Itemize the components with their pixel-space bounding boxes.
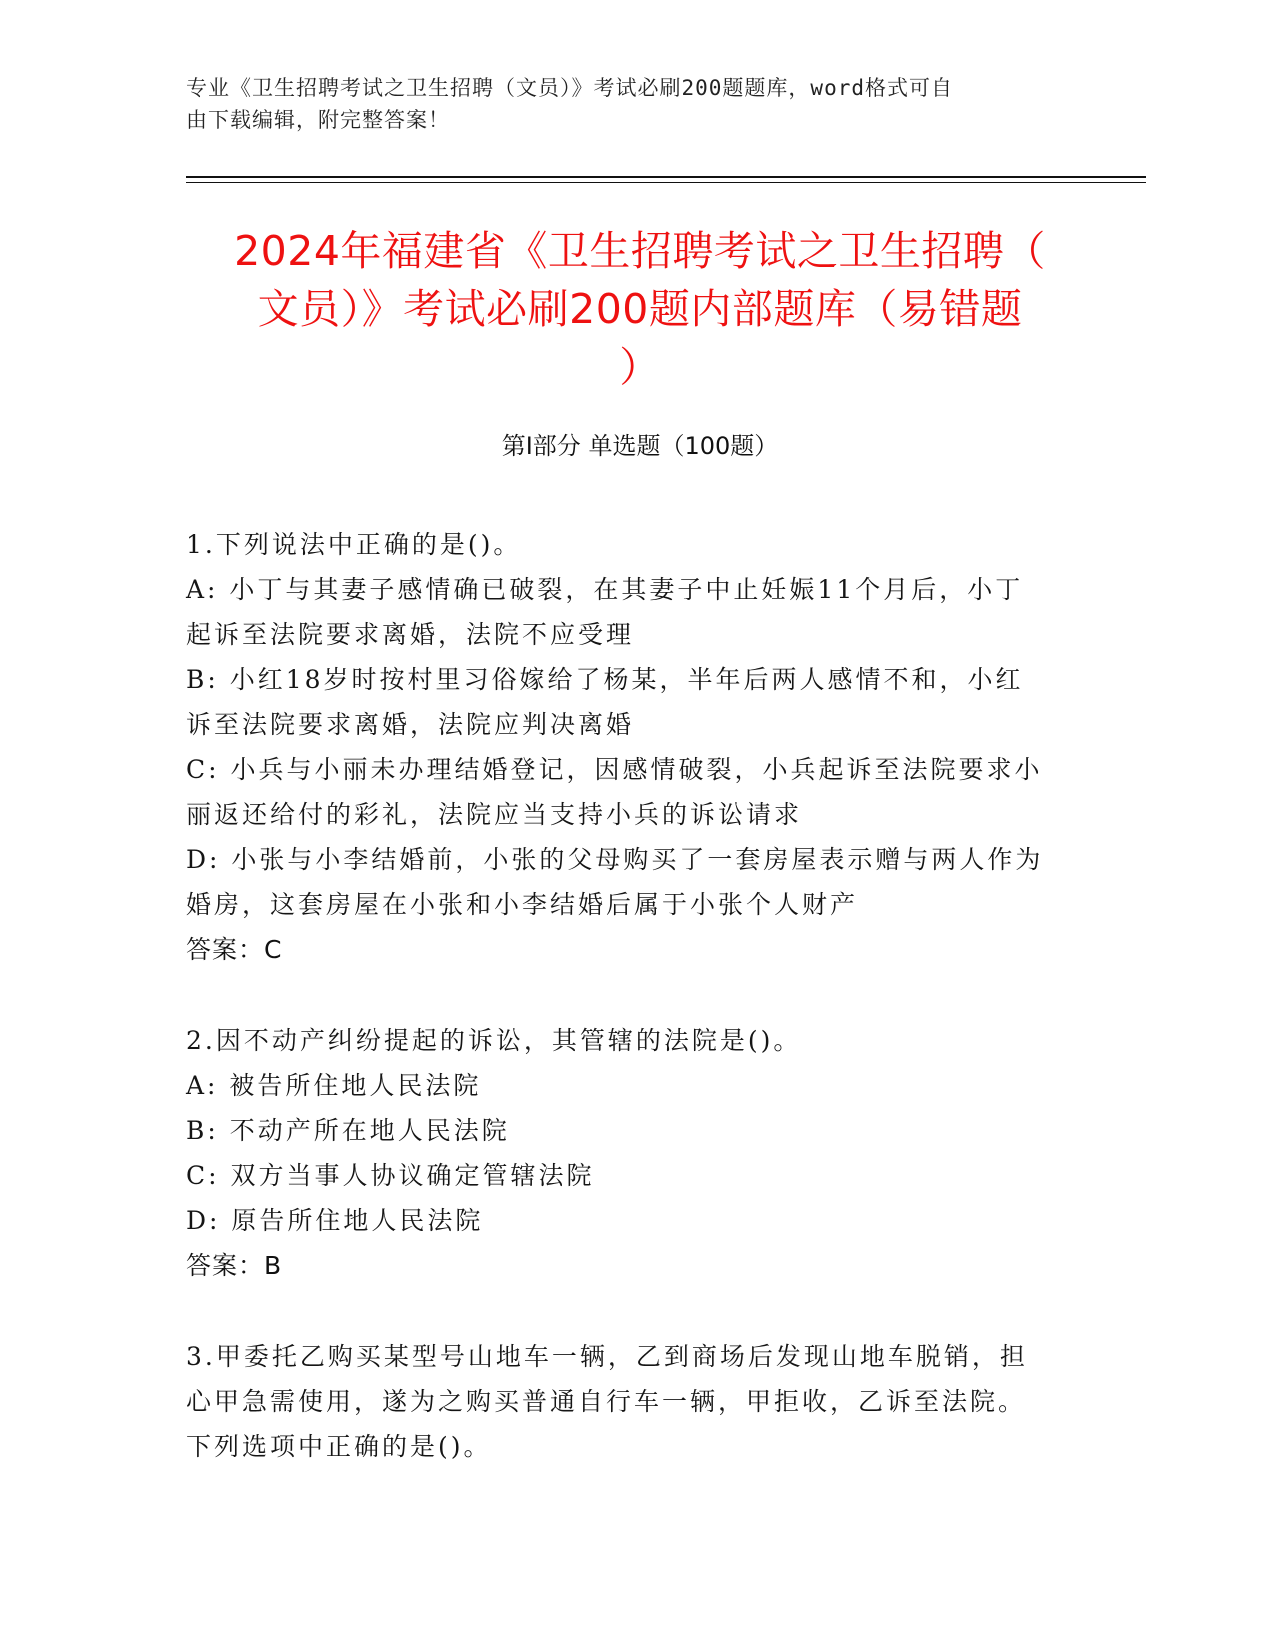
question-stem: 心甲急需使用，遂为之购买普通自行车一辆，甲拒收，乙诉至法院。 (186, 1387, 1027, 1416)
section-heading: 第Ⅰ部分 单选题（100题） (501, 432, 779, 460)
answer-option: A: 小丁与其妻子感情确已破裂，在其妻子中止妊娠11个月后，小丁 (186, 575, 1024, 604)
question-stem: 下列选项中正确的是()。 (186, 1432, 492, 1461)
question-stem: 2.因不动产纠纷提起的诉讼，其管辖的法院是()。 (186, 1026, 802, 1055)
answer-key: 答案：B (186, 1251, 283, 1280)
answer-option: B: 小红18岁时按村里习俗嫁给了杨某，半年后两人感情不和，小红 (186, 665, 1024, 694)
answer-option: D: 原告所住地人民法院 (186, 1206, 484, 1235)
answer-option: 丽返还给付的彩礼，法院应当支持小兵的诉讼请求 (186, 800, 803, 829)
intro-line: 由下载编辑，附完整答案！ (186, 108, 450, 132)
answer-option: 起诉至法院要求离婚，法院不应受理 (186, 620, 635, 649)
question-block (186, 1334, 1076, 1469)
question-block (186, 1018, 1076, 1288)
question-block (186, 522, 1076, 972)
answer-option: C: 双方当事人协议确定管辖法院 (186, 1161, 595, 1190)
answer-option: B: 不动产所在地人民法院 (186, 1116, 510, 1145)
answer-option: D: 小张与小李结婚前，小张的父母购买了一套房屋表示赠与两人作为 (186, 845, 1044, 874)
intro-line: 专业《卫生招聘考试之卫生招聘（文员）》考试必刷200题题库，word格式可自 (186, 76, 953, 100)
answer-option: C: 小兵与小丽未办理结婚登记，因感情破裂，小兵起诉至法院要求小 (186, 755, 1043, 784)
answer-option: A: 被告所住地人民法院 (186, 1071, 482, 1100)
question-stem: 1.下列说法中正确的是()。 (186, 530, 522, 559)
title-line: 文员）》考试必刷200题内部题库（易错题 (257, 285, 1023, 333)
intro-text (186, 72, 1066, 136)
document-title (186, 222, 1094, 396)
answer-option: 诉至法院要求离婚，法院应判决离婚 (186, 710, 635, 739)
question-stem: 3.甲委托乙购买某型号山地车一辆，乙到商场后发现山地车脱销，担 (186, 1342, 1028, 1371)
title-line: 2024年福建省《卫生招聘考试之卫生招聘（ (234, 227, 1046, 275)
header-divider-thick (186, 176, 1146, 178)
title-line: ） (619, 343, 661, 391)
header-divider-thin (186, 182, 1146, 183)
question-list (186, 522, 1076, 1515)
answer-option: 婚房，这套房屋在小张和小李结婚后属于小张个人财产 (186, 890, 859, 919)
answer-key: 答案：C (186, 935, 283, 964)
